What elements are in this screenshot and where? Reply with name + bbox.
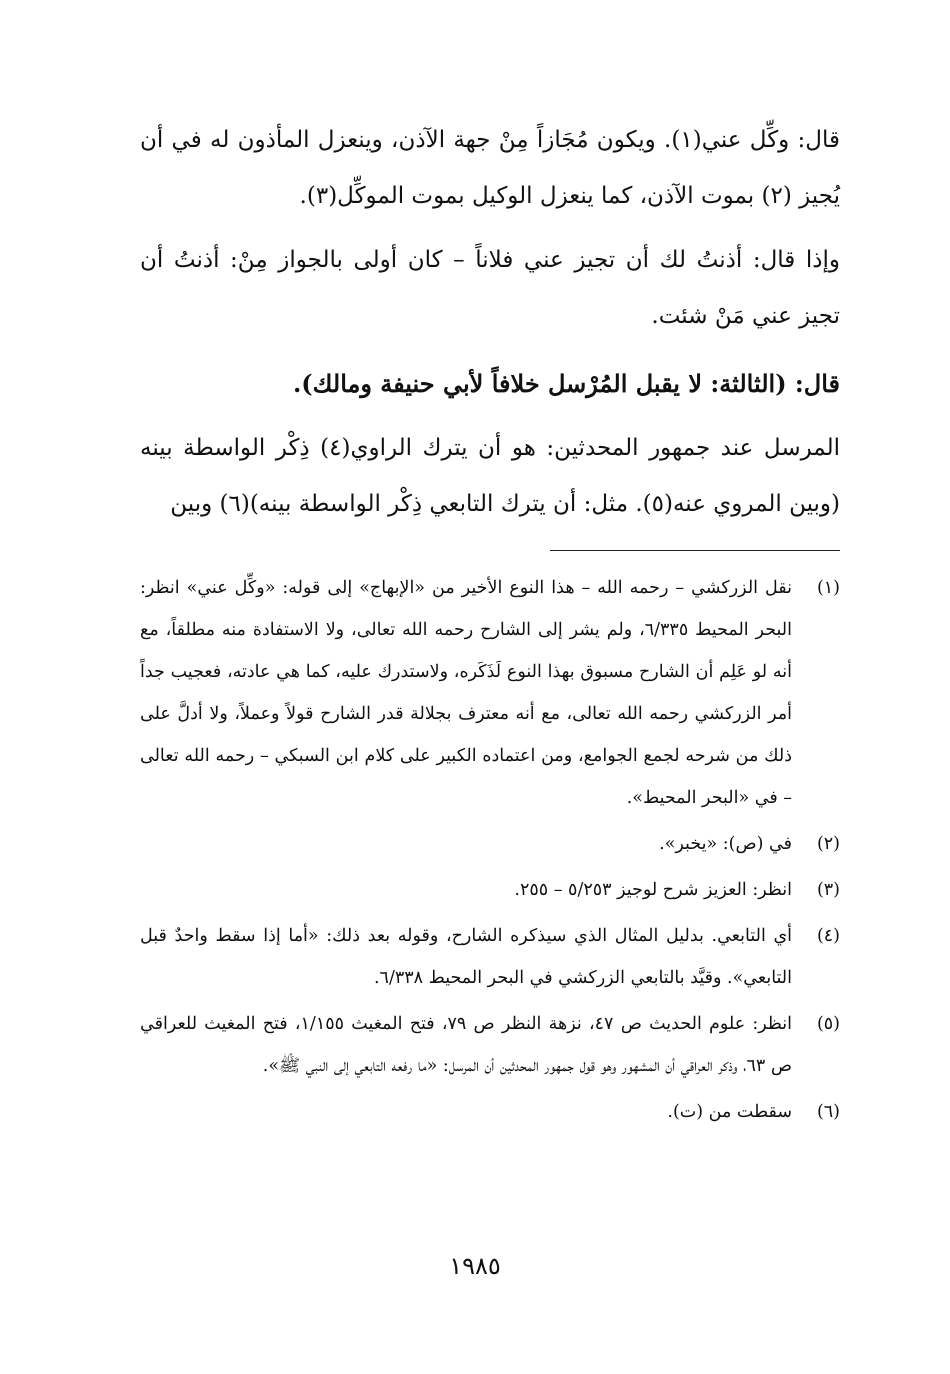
footnote-text: في (ص): «يخبر». [659,834,792,854]
footnote-number: (٦) [816,1102,840,1122]
footnote-text: انظر: العزيز شرح لوجيز ٥/٢٥٣ – ٢٥٥. [514,880,792,900]
section-heading: قال: (الثالثة: لا يقبل المُرْسل خلافاً لأبي حنيفة ومالك). [292,369,840,398]
footnote-number: (٤) [816,926,840,946]
footnote-text: نقل الزركشي – رحمه الله – هذا النوع الأخير من «الإبهاج» إلى قوله: «وكِّل عني» انظر: البحر المحيط ٦/٣٣٥، ولم يشر إلى الشارح رحمه الله تعالى، ولا الاستفادة منه مطلقاً، مع أنه لو عَلِم أن الشارح مسبوق بهذا النوع لَذَكَره، ولاستدرك عليه، كما هي عادته، فعجيب جداً أمر الزركشي رحمه الله تعالى، مع أنه معترف بجلالة قدر الشارح قولاً وعملاً، ولا أدلَّ على ذلك من شرحه لجمع الجوامع، ومن اعتماده الكبير على كلام ابن السبكي – رحمه الله تعالى – في «البحر المحيط». [140,578,792,808]
page-content [140,112,840,1137]
footnote-text: سقطت من (ت). [667,1102,792,1122]
footnote-1 [140,567,840,819]
footnote-number: (٣) [816,880,840,900]
body-paragraph-3: المرسل عند جمهور المحدثين: هو أن يترك الراوي(٤) ذِكْر الواسطة بينه (وبين المروي عنه(٥). مثل: أن يترك التابعي ذِكْر الواسطة بينه)(٦) وبين [140,435,840,517]
page-number: ١٩٨٥ [449,1252,501,1280]
footnote-2 [140,823,840,865]
footnote-number: (١) [816,578,840,598]
footnote-5 [140,1003,840,1087]
footnote-text: انظر: علوم الحديث ص ٤٧، نزهة النظر ص ٧٩، فتح المغيث ١/١٥٥، فتح المغيث للعراقي ص ٦٣، وذكر العراقي أن المشهور وهو قول جمهور المحدثين أن المرسل: «ما رفعه التابعي إلى النبي ﷺ». [140,1014,793,1076]
paragraph-gap [140,224,840,232]
body-paragraph-1: قال: وكِّل عني(١). ويكون مُجَازاً مِنْ جهة الآذن، وينعزل المأذون له في أن يُجيز (٢) بموت الآذن، كما ينعزل الوكيل بموت الموكِّل(٣). [140,127,841,209]
body-paragraph-2: وإذا قال: أذنتُ لك أن تجيز عني فلاناً – كان أولى بالجواز مِنْ: أذنتُ أن تجيز عني مَنْ شئت. [140,247,840,329]
footnote-text: أي التابعي. بدليل المثال الذي سيذكره الشارح، وقوله بعد ذلك: «أما إذا سقط واحدٌ قبل التابعي». وقيَّد بالتابعي الزركشي في البحر المحيط ٦/٣٣٨. [140,926,792,988]
footnotes [140,567,840,1133]
footnote-3 [140,869,840,911]
footnote-number: (٥) [816,1014,840,1034]
footnote-divider [550,550,840,551]
footnote-4 [140,915,840,999]
footnote-number: (٢) [816,834,840,854]
footnote-6 [140,1091,840,1133]
